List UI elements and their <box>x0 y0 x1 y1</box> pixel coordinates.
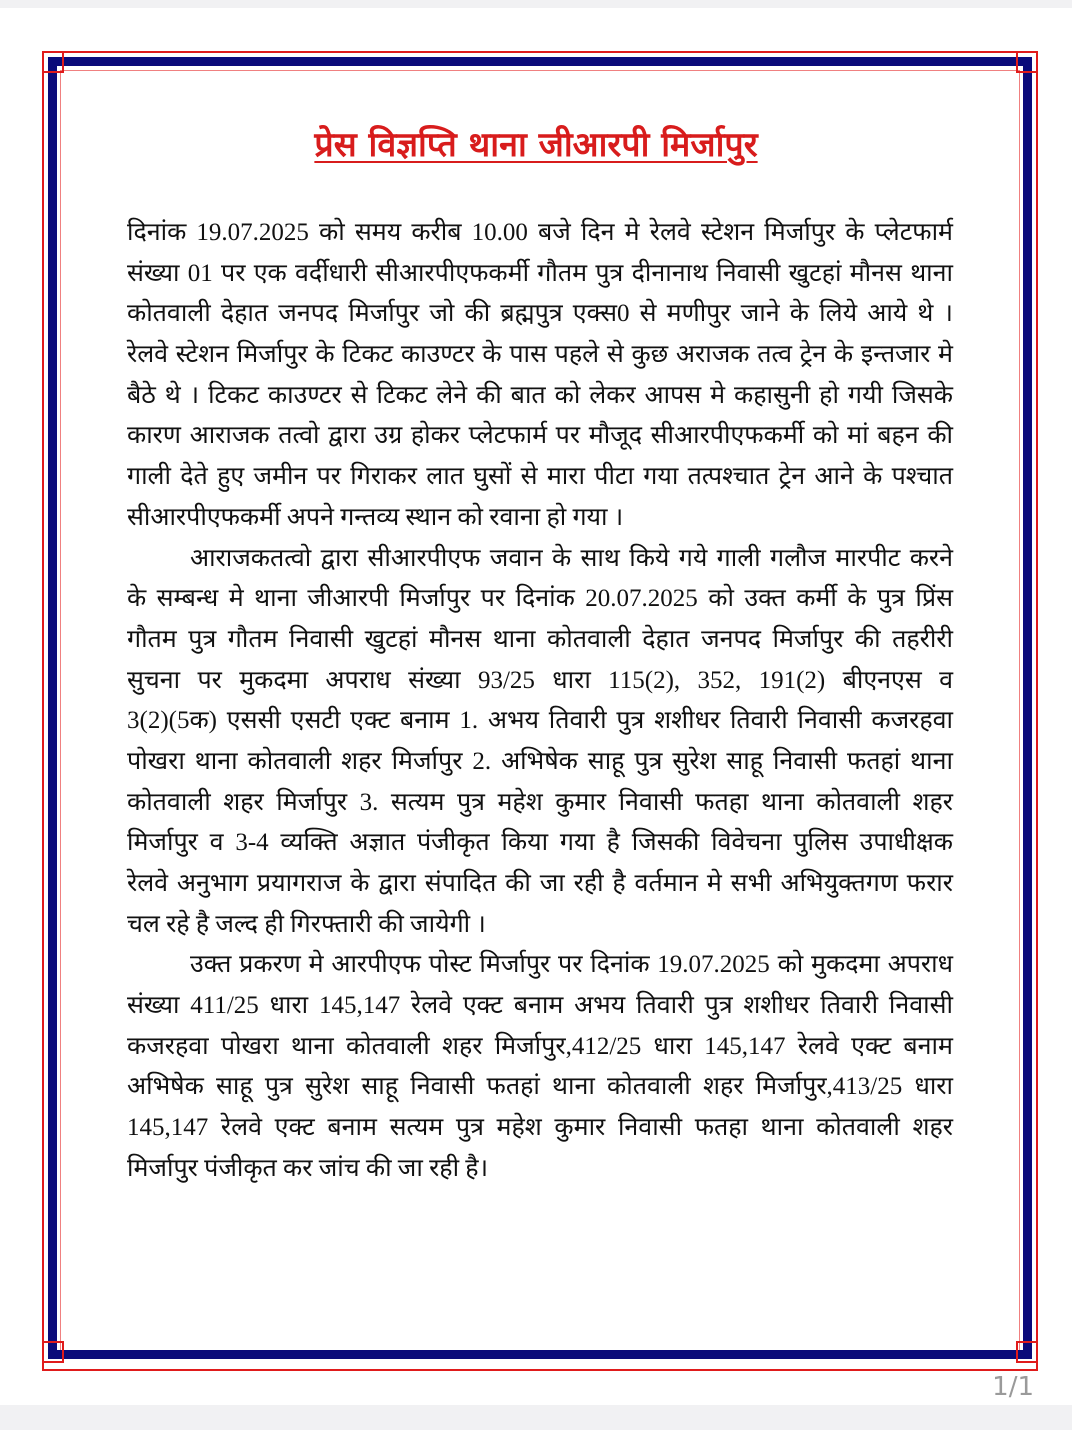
document-page <box>0 8 1072 1405</box>
text-line: उक्त प्रकरण मे आरपीएफ पोस्ट मिर्जापुर पर दिनांक 19.07.2025 को मुकदमा अपराध <box>190 951 953 979</box>
document-title: प्रेस विज्ञप्ति थाना जीआरपी मिर्जापुर <box>314 125 758 165</box>
text-line: मिर्जापुर पंजीकृत कर जांच की जा रही है। <box>127 1154 489 1182</box>
text-line: 3(2)(5क) एससी एसटी एक्ट बनाम 1. अभय तिवारी पुत्र शशीधर तिवारी निवासी कजरहवा <box>127 707 953 735</box>
text-line: 145,147 रेलवे एक्ट बनाम सत्यम पुत्र महेश कुमार निवासी फतहा थाना कोतवाली शहर <box>127 1114 953 1142</box>
paragraph <box>127 945 953 1189</box>
text-line: संख्या 411/25 धारा 145,147 रेलवे एक्ट बनाम अभय तिवारी पुत्र शशीधर तिवारी निवासी <box>127 992 953 1020</box>
paragraph <box>127 213 953 539</box>
document-body <box>127 213 953 1190</box>
text-line: आराजकतत्वो द्वारा सीआरपीएफ जवान के साथ किये गये गाली गलौज मारपीट करने <box>190 544 953 572</box>
text-line: कजरहवा पोखरा थाना कोतवाली शहर मिर्जापुर,412/25 धारा 145,147 रेलवे एक्ट बनाम <box>127 1032 953 1060</box>
text-line: पोखरा थाना कोतवाली शहर मिर्जापुर 2. अभिषेक साहू पुत्र सुरेश साहू निवासी फतहां थाना <box>127 747 953 775</box>
text-line: चल रहे है जल्द ही गिरफ्तारी की जायेगी । <box>127 910 486 938</box>
text-line: के सम्बन्ध मे थाना जीआरपी मिर्जापुर पर दिनांक 20.07.2025 को उक्त कर्मी के पुत्र प्रिंस <box>127 585 953 613</box>
frame-bottom-bar <box>48 1350 1032 1359</box>
text-line: कोतवाली देहात जनपद मिर्जापुर जो की ब्रह्मपुत्र एक्स0 से मणीपुर जाने के लिये आये थे । <box>127 300 953 328</box>
text-line: रेलवे अनुभाग प्रयागराज के द्वारा संपादित की जा रही है वर्तमान मे सभी अभियुक्तगण फरार <box>127 870 953 897</box>
text-line: सुचना पर मुकदमा अपराध संख्या 93/25 धारा 115(2), 352, 191(2) बीएनएस व <box>127 666 953 694</box>
frame-left-bar <box>48 57 57 1359</box>
frame-top-bar <box>48 57 1032 66</box>
frame-corner-tl <box>42 51 64 73</box>
frame-right-bar <box>1023 57 1032 1359</box>
paragraph <box>127 539 953 946</box>
text-line: मिर्जापुर व 3-4 व्यक्ति अज्ञात पंजीकृत किया गया है जिसकी विवेचना पुलिस उपाधीक्षक <box>127 829 953 857</box>
page-counter: 1/1 <box>992 1372 1034 1402</box>
text-line: संख्या 01 पर एक वर्दीधारी सीआरपीएफकर्मी गौतम पुत्र दीनानाथ निवासी खुटहां मौनस थाना <box>127 259 953 287</box>
text-line: सीआरपीएफकर्मी अपने गन्तव्य स्थान को रवाना हो गया । <box>127 503 624 531</box>
text-line: बैठे थे । टिकट काउण्टर से टिकट लेने की बात को लेकर आपस मे कहासुनी हो गयी जिसके <box>127 381 953 409</box>
text-line: दिनांक 19.07.2025 को समय करीब 10.00 बजे दिन मे रेलवे स्टेशन मिर्जापुर के प्लेटफार्म <box>127 219 953 246</box>
text-line: कोतवाली शहर मिर्जापुर 3. सत्यम पुत्र महेश कुमार निवासी फतहा थाना कोतवाली शहर <box>127 788 953 816</box>
text-line: गाली देते हुए जमीन पर गिराकर लात घुसों से मारा पीटा गया तत्पश्चात ट्रेन आने के पश्चात <box>127 463 953 491</box>
frame-corner-bl <box>42 1341 64 1363</box>
text-line: गौतम पुत्र गौतम निवासी खुटहां मौनस थाना कोतवाली देहात जनपद मिर्जापुर की तहरीरी <box>127 625 953 653</box>
frame-corner-br <box>1016 1341 1038 1363</box>
text-line: अभिषेक साहू पुत्र सुरेश साहू निवासी फतहां थाना कोतवाली शहर मिर्जापुर,413/25 धारा <box>127 1073 953 1101</box>
text-line: कारण आराजक तत्वो द्वारा उग्र होकर प्लेटफार्म पर मौजूद सीआरपीएफकर्मी को मां बहन की <box>127 422 953 450</box>
frame-corner-tr <box>1016 51 1038 73</box>
text-line: रेलवे स्टेशन मिर्जापुर के टिकट काउण्टर के पास पहले से कुछ अराजक तत्व ट्रेन के इन्तजार मे <box>127 341 953 369</box>
